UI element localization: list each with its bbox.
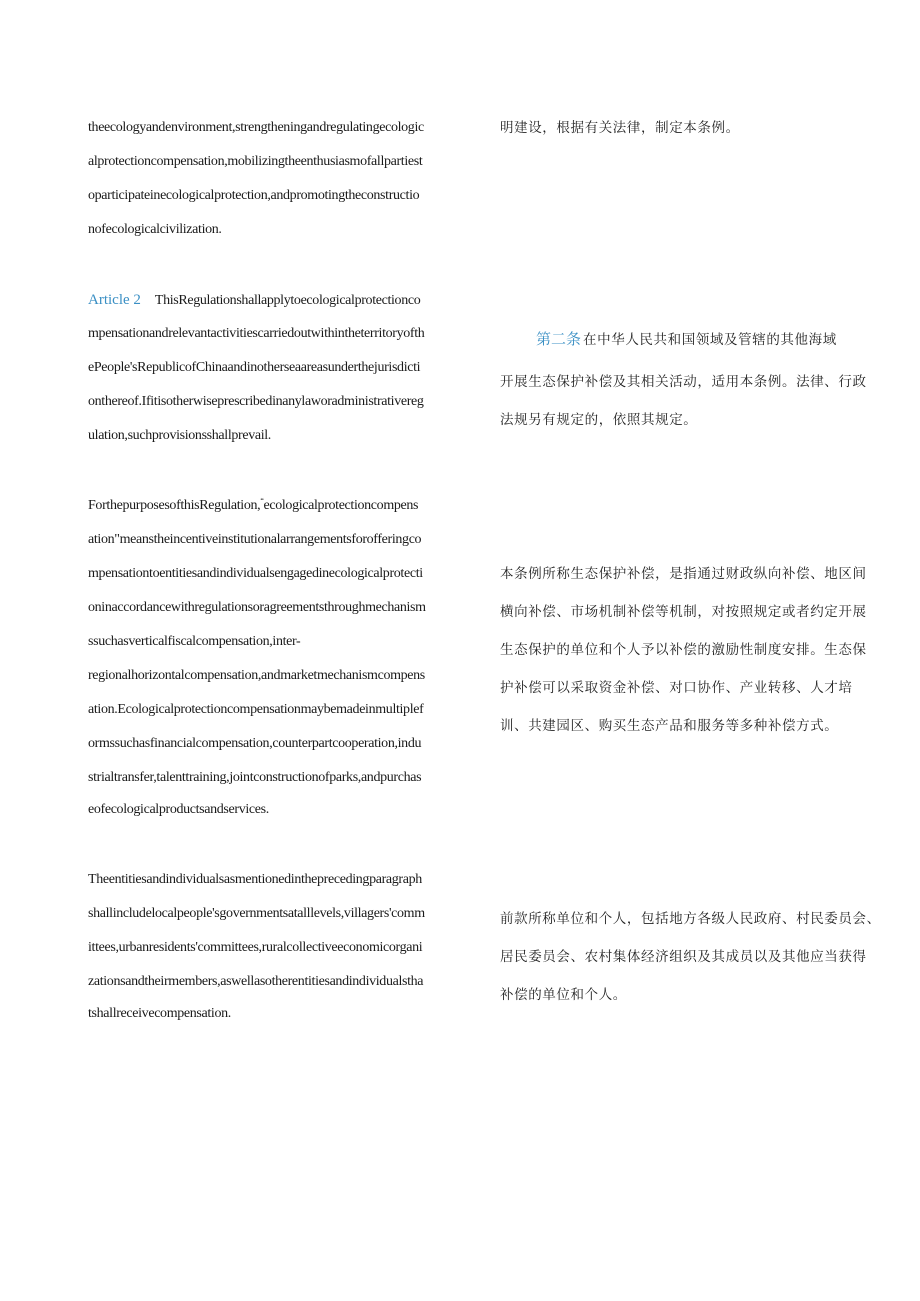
english-text-line: regionalhorizontalcompensation,andmarketmechanismcompens <box>88 668 425 683</box>
english-text: ecologicalprotectioncompens <box>263 498 419 513</box>
english-text-line: nofecologicalcivilization. <box>88 222 222 237</box>
chinese-text-line: 生态保护的单位和个人予以补偿的激励性制度安排。生态保 <box>500 642 867 658</box>
english-article-heading: Article 2 <box>88 292 141 308</box>
chinese-text-line: 居民委员会、农村集体经济组织及其成员以及其他应当获得 <box>500 949 867 965</box>
english-text-line: alprotectioncompensation,mobilizingtheenthusiasmofallpartiest <box>88 154 423 169</box>
english-text-line: eofecologicalproductsandservices. <box>88 802 269 817</box>
english-article-2-first-line <box>88 290 486 311</box>
chinese-text-line: 横向补偿、市场机制补偿等机制，对按照规定或者约定开展 <box>500 604 867 620</box>
chinese-text-line: 补偿的单位和个人。 <box>500 987 627 1003</box>
chinese-text-line: 前款所称单位和个人，包括地方各级人民政府、村民委员会、 <box>500 911 881 927</box>
chinese-article-2-first-line <box>536 329 837 350</box>
english-text-line: ssuchasverticalfiscalcompensation,inter- <box>88 634 301 649</box>
english-text-line: zationsandtheirmembers,aswellasotherentitiesandindividualstha <box>88 974 424 989</box>
english-text-line: ormssuchasfinancialcompensation,counterpartcooperation,indu <box>88 736 422 751</box>
english-text-line: theecologyandenvironment,strengtheningandregulatingecologic <box>88 120 424 135</box>
chinese-text: 在中华人民共和国领域及管辖的其他海域 <box>583 332 837 348</box>
english-text-line: tshallreceivecompensation. <box>88 1006 231 1021</box>
english-text-line: mpensationtoentitiesandindividualsengagedinecologicalprotecti <box>88 566 423 581</box>
english-text-line: onthereof.Ifitisotherwiseprescribedinanylaworadministrativereg <box>88 394 424 409</box>
english-text-line: ation.Ecologicalprotectioncompensationmaybemadeinmultiplef <box>88 702 424 717</box>
english-paragraph-2-first-line <box>88 496 486 516</box>
english-text-line: mpensationandrelevantactivitiescarriedoutwithintheterritoryofth <box>88 326 425 341</box>
chinese-text-line: 训、共建园区、购买生态产品和服务等多种补偿方式。 <box>500 718 839 734</box>
english-text: ThisRegulationshallapplytoecologicalprotectionco <box>154 293 421 308</box>
english-quote-mark: “ <box>260 496 264 506</box>
english-text-line: strialtransfer,talenttraining,jointconstructionofparks,andpurchas <box>88 770 422 785</box>
english-text-line: shallincludelocalpeople'sgovernmentsatalllevels,villagers'comm <box>88 906 425 921</box>
english-text-line: ittees,urbanresidents'committees,ruralcollectiveeconomicorgani <box>88 940 423 955</box>
chinese-text-line: 开展生态保护补偿及其相关活动，适用本条例。法律、行政 <box>500 374 867 390</box>
chinese-text-line: 法规另有规定的，依照其规定。 <box>500 412 698 428</box>
chinese-text-line: 明建设，根据有关法律，制定本条例。 <box>500 120 740 136</box>
english-text-line: oparticipateinecologicalprotection,andpromotingtheconstructio <box>88 188 420 203</box>
english-text-line: ePeople'sRepublicofChinaandinotherseaareasunderthejurisdicti <box>88 360 421 375</box>
english-text-line: ulation,suchprovisionsshallprevail. <box>88 428 271 443</box>
chinese-text-line: 本条例所称生态保护补偿，是指通过财政纵向补偿、地区间 <box>500 566 867 582</box>
english-text-line: ation"meanstheincentiveinstitutionalarrangementsforofferingco <box>88 532 422 547</box>
english-text: ForthepurposesofthisRegulation, <box>88 498 261 513</box>
chinese-text-line: 护补偿可以采取资金补偿、对口协作、产业转移、人才培 <box>500 680 853 696</box>
chinese-article-heading: 第二条 <box>536 330 582 348</box>
english-text-line: Theentitiesandindividualsasmentionedintheprecedingparagraph <box>88 872 422 887</box>
english-text-line: oninaccordancewithregulationsoragreementsthroughmechanism <box>88 600 426 615</box>
